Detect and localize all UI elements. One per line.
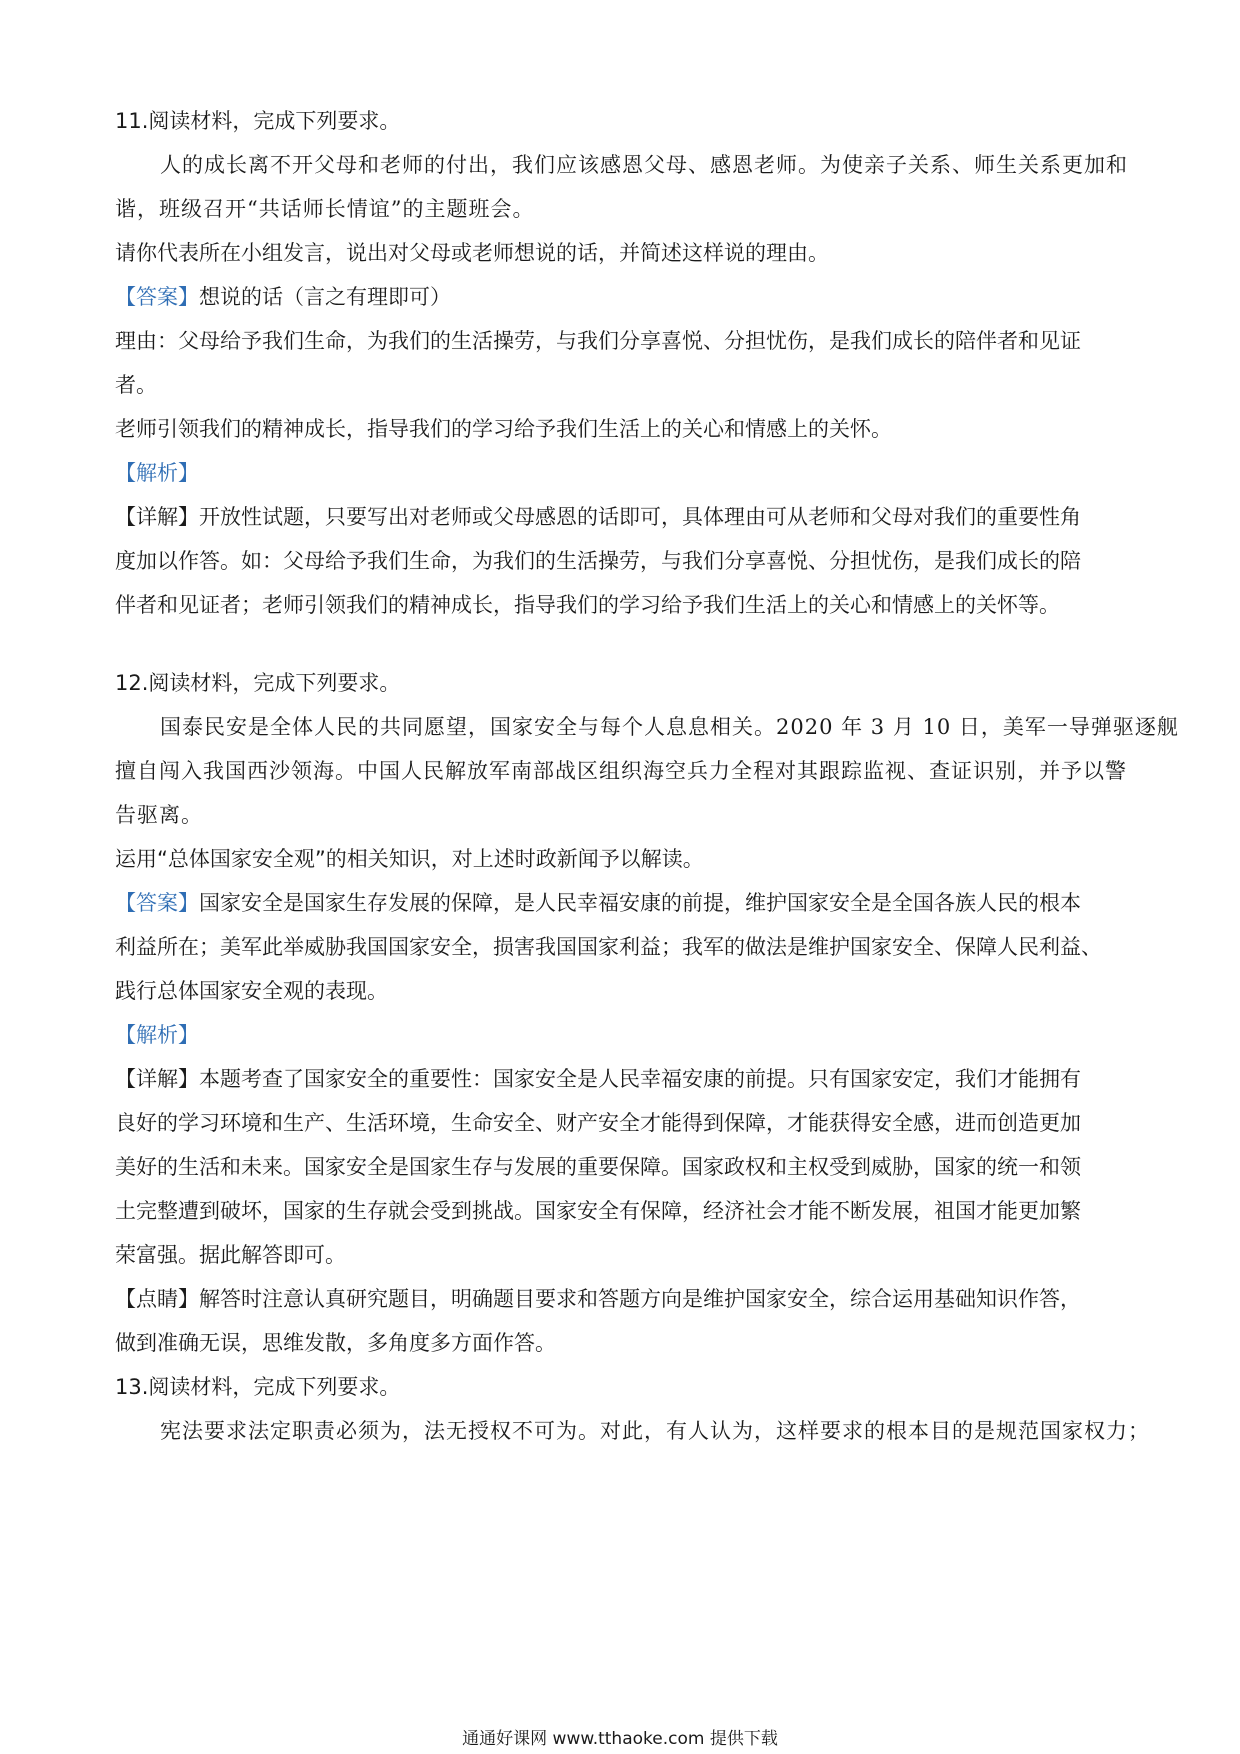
q12-detail-line-5: 荣富强。据此解答即可。 (115, 1243, 346, 1267)
question-13-title: 13.阅读材料，完成下列要求。 (115, 1375, 401, 1399)
q12-point-text: 解答时注意认真研究题目，明确题目要求和答题方向是维护国家安全，综合运用基础知识作答， (199, 1287, 1081, 1311)
point-tag: 【点睛】 (115, 1287, 199, 1311)
answer-tag: 【答案】 (115, 285, 199, 309)
answer-tag: 【答案】 (115, 891, 199, 915)
q11-answer-line-4: 老师引领我们的精神成长，指导我们的学习给予我们生活上的关心和情感上的关怀。 (115, 417, 892, 441)
q12-detail-line-2: 良好的学习环境和生产、生活环境，生命安全、财产安全才能得到保障，才能获得安全感，进而创造更加 (115, 1111, 1081, 1135)
q12-point-line-2: 做到准确无误，思维发散，多角度多方面作答。 (115, 1331, 556, 1355)
q11-answer-line-3: 者。 (115, 373, 157, 397)
q12-material-line-3: 告驱离。 (115, 803, 203, 827)
question-11-title: 11.阅读材料，完成下列要求。 (115, 109, 401, 133)
q12-analysis-tag: 【解析】 (115, 1023, 199, 1047)
q11-answer-line-1 (115, 283, 1125, 311)
question-12-title: 12.阅读材料，完成下列要求。 (115, 671, 401, 695)
q12-material-line-1: 国泰民安是全体人民的共同愿望，国家安全与每个人息息相关。2020 年 3 月 10 日，美军一导弹驱逐舰 (160, 715, 1179, 739)
q11-detail-line-1 (115, 503, 1125, 531)
detail-tag: 【详解】 (115, 1067, 199, 1091)
q12-detail-text: 本题考查了国家安全的重要性：国家安全是人民幸福安康的前提。只有国家安定，我们才能拥有 (199, 1067, 1081, 1091)
q11-analysis-tag: 【解析】 (115, 461, 199, 485)
q12-detail-line-4: 土完整遭到破坏，国家的生存就会受到挑战。国家安全有保障，经济社会才能不断发展，祖国才能更加繁 (115, 1199, 1081, 1223)
q12-material-line-2: 擅自闯入我国西沙领海。中国人民解放军南部战区组织海空兵力全程对其跟踪监视、查证识别，并予以警 (115, 759, 1127, 783)
q11-answer-line-2: 理由：父母给予我们生命，为我们的生活操劳，与我们分享喜悦、分担忧伤，是我们成长的陪伴者和见证 (115, 329, 1081, 353)
page-footer: 通通好课网 www.tthaoke.com 提供下载 (462, 1729, 778, 1749)
q11-answer-text: 想说的话（言之有理即可） (199, 285, 451, 309)
q12-point-line-1 (115, 1285, 1125, 1313)
q12-answer-text: 国家安全是国家生存发展的保障，是人民幸福安康的前提，维护国家安全是全国各族人民的根本 (199, 891, 1081, 915)
q12-detail-line-1 (115, 1065, 1125, 1093)
q12-prompt: 运用“总体国家安全观”的相关知识，对上述时政新闻予以解读。 (115, 847, 704, 871)
q11-prompt: 请你代表所在小组发言，说出对父母或老师想说的话，并简述这样说的理由。 (115, 241, 829, 265)
detail-tag: 【详解】 (115, 505, 199, 529)
q11-material-line-2: 谐，班级召开“共话师长情谊”的主题班会。 (115, 197, 535, 221)
q13-material-line-1: 宪法要求法定职责必须为，法无授权不可为。对此，有人认为，这样要求的根本目的是规范国家权力； (160, 1419, 1150, 1443)
q12-detail-line-3: 美好的生活和未来。国家安全是国家生存与发展的重要保障。国家政权和主权受到威胁，国家的统一和领 (115, 1155, 1081, 1179)
q11-detail-line-2: 度加以作答。如：父母给予我们生命，为我们的生活操劳，与我们分享喜悦、分担忧伤，是我们成长的陪 (115, 549, 1081, 573)
q12-answer-line-3: 践行总体国家安全观的表现。 (115, 979, 388, 1003)
q11-material-line-1: 人的成长离不开父母和老师的付出，我们应该感恩父母、感恩老师。为使亲子关系、师生关系更加和 (160, 153, 1128, 177)
q11-detail-text: 开放性试题，只要写出对老师或父母感恩的话即可，具体理由可从老师和父母对我们的重要性角 (199, 505, 1081, 529)
q12-answer-line-1 (115, 889, 1125, 917)
q12-answer-line-2: 利益所在；美军此举威胁我国国家安全，损害我国国家利益；我军的做法是维护国家安全、保障人民利益、 (115, 935, 1102, 959)
q11-detail-line-3: 伴者和见证者；老师引领我们的精神成长，指导我们的学习给予我们生活上的关心和情感上的关怀等。 (115, 593, 1060, 617)
